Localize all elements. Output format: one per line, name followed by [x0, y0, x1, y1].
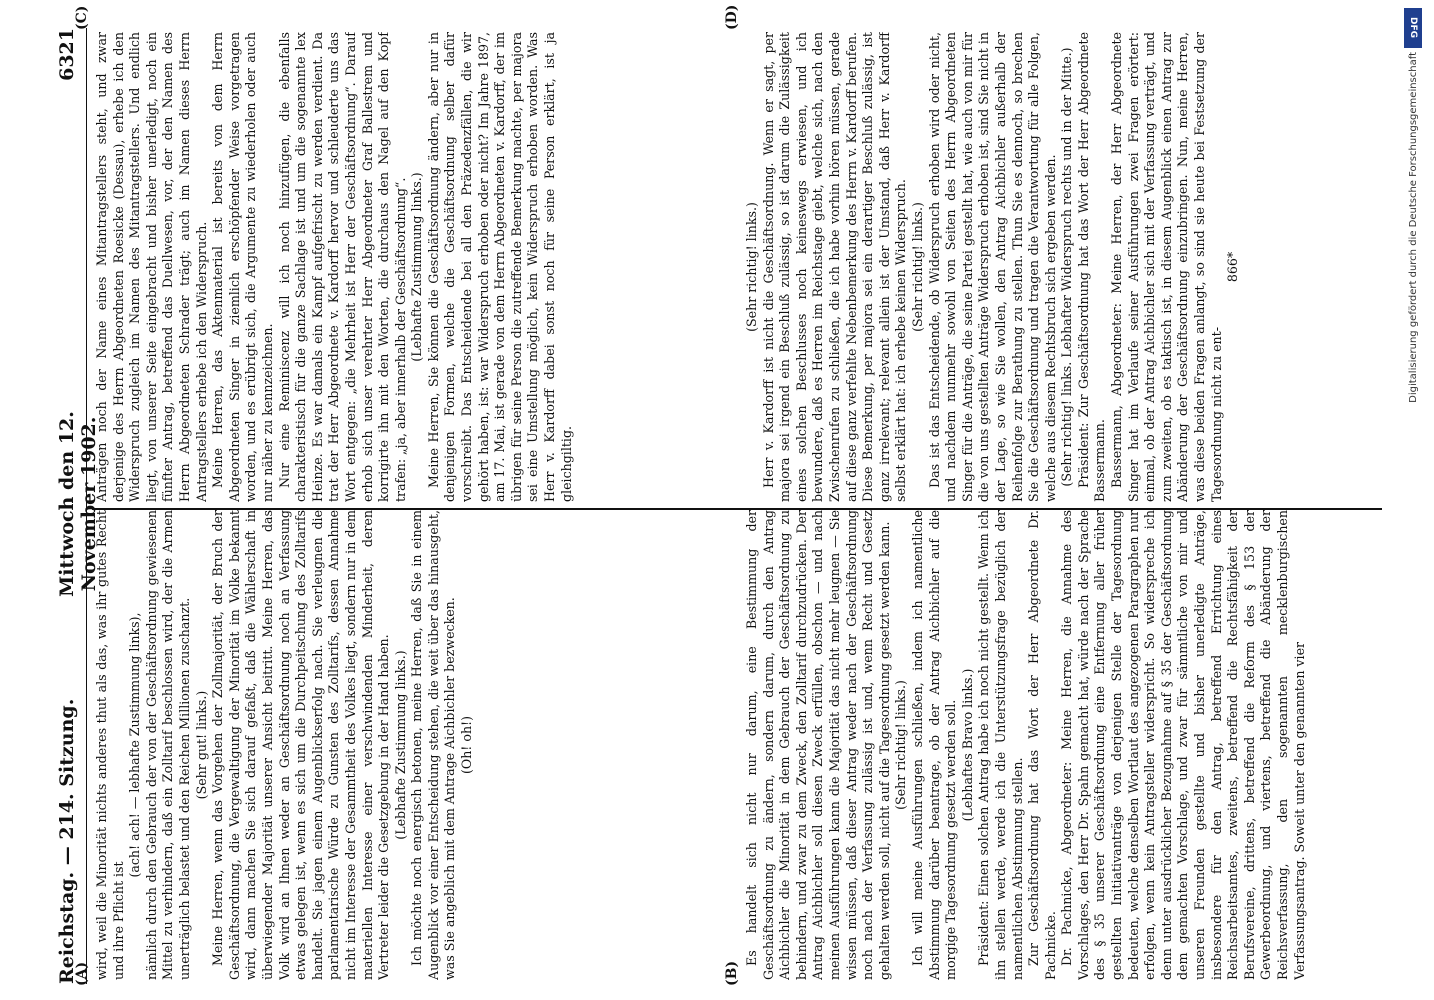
paragraph: Ich will meine Ausführungen schließen, indem ich namentliche Abstimmung darüber beantrage, ob der Antrag Aichbichler auf die morgige Tagesordnung gesetzt werden soll. — [909, 510, 959, 980]
digitization-notice: Digitalisierung gefördert durch die Deutsche Forschungsgemeinschaft — [1408, 52, 1419, 403]
interjection: (Lebhafte Zustimmung links.) — [392, 650, 408, 840]
header-left: Reichstag. — 214. Sitzung. — [56, 698, 78, 984]
rotated-page — [52, 4, 1388, 994]
interjection: (ach! ach! — lebhafte Zustimmung links), — [127, 612, 143, 878]
paragraph: Meine Herren, Sie können die Geschäftsordnung ändern, aber nur in denjenigen Formen, welche die Geschäftsordnung selber dafür vorschreibt. Das Entscheidende bei all den Präzedenzfällen, die wir gehört haben, ist: war Widerspruch erhoben oder nicht? Im Jahre 1897, am 17. Mai, ist gerade von dem Herrn Abgeordneten v. Kardorff, der im übrigen für seine Person die zutreffende Bemerkung machte, per majora sei eine Umstellung möglich, kein Widerspruch erhoben worden. Was Herr v. Kardorff dabei sonst noch für seine Person erklärt, ist ja gleichgiltig. — [425, 32, 574, 502]
paragraph: Es handelt sich nicht nur darum, eine Bestimmung der Geschäftsordnung zu ändern, sondern darum, durch den Antrag Aichbichler die Minorität in dem Gebrauch der Geschäftsordnung zu behindern, und zwar zu dem Zweck, den Zolltarif durchzudrücken. Der Antrag Aichbichler soll diesen Zweck erfüllen, obschon — und nach meinen Ausführungen kann die Majorität das nicht mehr leugnen — Sie wissen müssen, daß dieser Antrag weder nach der Geschäftsordnung noch nach der Verfassung zulässig ist und, wenn Recht und Gesetz gehalten werden soll, nicht auf die Tagesordnung gesetzt werden kann. — [744, 510, 892, 980]
interjection: (Sehr richtig! links.) — [744, 202, 759, 332]
sheet-mark: 866* — [1225, 251, 1241, 283]
paragraph: Ich möchte noch energisch betonen, meine Herren, daß Sie in einem Augenblick vor einer Entscheidung stehen, die weit über das hinausgeht, was Sie angeblich mit dem Antrage Aichbichler bezwecken. — [409, 510, 458, 980]
left-half — [74, 506, 1384, 986]
interjection: (Sehr richtig! links.) — [893, 680, 909, 810]
president-statement: Präsident: Zur Geschäftsordnung hat das Wort der Herr Abgeordnete Bassermann. — [1075, 32, 1108, 502]
interjection: (Sehr richtig! links. Lebhafter Widerspruch rechts und in der Mitte.) — [1059, 47, 1075, 487]
page-number: 6321 — [56, 28, 78, 81]
paragraph: Meine Herren, wenn das Vorgehen der Zollmajorität, der Bruch der Geschäftsordnung, die Vergewaltigung der Minorität im Volke bekannt wird, dann machen Sie sich darauf gefaßt, daß die Wählerschaft in überwiegender Majorität unserer Ansicht beitritt. Meine Herren, das Volk wird an Ihnen weder an Geschäftsordnung noch an Verfassung etwas gelegen ist, wenn es sich um die Durchpeitschung des Zolltarifs handelt. Sie jagen einem Augenblickserfolg nach. Sie verleugnen die parlamentarische Würde zu Gunsten des Zolltarifs, dessen Annahme nicht im Interesse der Gesammtheit des Volkes liegt, sondern nur in dem materiellen Interesse einer verschwindenden Minderheit, deren Vertreter leider die Gesetzgebung in der Hand haben. — [210, 510, 392, 980]
interjection: (Oh! oh!) — [459, 715, 475, 775]
paragraph: Anträgen noch der Name eines Mitantragstellers steht, und zwar derjenige des Herrn Abgeordneten Roesicke (Dessau), erhebe ich den Widerspruch zugleich im Namen des Mitantragstellers. Und endlich liegt, von unserer Seite eingebracht und bisher unerledigt, noch ein fünfter Antrag, betreffend das Duellwesen, vor, der den Namen des Herrn Abgeordneten Schrader trägt; auch im Namen dieses Herrn Antragstellers erhebe ich den Widerspruch. — [94, 32, 209, 502]
interjection: (Lebhafte Zustimmung links.) — [409, 172, 425, 362]
paragraph: Herr v. Kardorff ist nicht die Geschäftsordnung. Wenn er sagt, per majora sei irgend ein Beschluß zulässig, so ist darum die Zulässigkeit eines solchen Beschlusses noch keineswegs erwiesen, und ich bewundere, daß es Herren im Reichstage giebt, welche sich, nach den Zwischenrufen zu schließen, die ich habe vorhin hören müssen, gerade auf diese ganz verfehlte Nebenbemerkung des Herrn v. Kardorff berufen. Diese Bemerkung, per majora sei ein derartiger Beschluß zulässig, ist ganz irrelevant; relevant allein ist der Umstand, daß Herr v. Kardorff selbst erklärt hat: ich erhebe keinen Widerspruch. — [760, 32, 909, 502]
right-half — [74, 4, 1384, 506]
paragraph: wird, weil die Minorität nichts anderes thut als das, was ihr gutes Recht und ihre Pflicht ist — [94, 510, 126, 980]
paragraph: Zur Geschäftsordnung hat das Wort der Herr Abgeordnete Dr. Pachnicke. — [1026, 510, 1058, 980]
interjection: (Sehr richtig! links.) — [909, 202, 925, 332]
marker-d: (D) — [724, 4, 740, 30]
paragraph: Meine Herren, das Aktenmaterial ist bereits von dem Herrn Abgeordneten Singer in ziemlich erschöpfender Weise vorgetragen worden, und es erübrigt sich, die Argumente zu wiederholen oder auch nur näher zu kennzeichnen. — [210, 32, 275, 502]
marker-b: (B) — [724, 960, 740, 986]
dfg-logo: DFG — [1404, 8, 1422, 48]
header-rule — [86, 28, 87, 984]
column-4 — [744, 32, 1384, 502]
page-header — [52, 28, 100, 984]
speech-bassermann: Bassermann, Abgeordneter: Meine Herren, der Herr Abgeordnete Singer hat im Verlaufe seiner Ausführungen zwei Fragen erörtert: einmal, ob der Antrag Aichbichler sich mit der Verfassung verträgt, und zum zweiten, ob es taktisch ist, in diesem Augenblick einen Antrag zur Abänderung der Geschäftsordnung einzubringen. Nun, meine Herren, was diese beiden Fragen anlangt, so sind sie heute bei Festsetzung der Tagesordnung nicht zu ent- — [1109, 32, 1224, 502]
digitization-sidebar — [1396, 0, 1434, 1000]
president-statement: Präsident: Einen solchen Antrag habe ich noch nicht gestellt. Wenn ich ihn stellen werde, werde ich die Unterstützungsfrage bezüglich der namentlichen Abstimmung stellen. — [976, 510, 1025, 980]
paragraph: Das ist das Entscheidende, ob Widerspruch erhoben wird oder nicht, und nachdem nunmehr sowohl von Seiten des Herrn Abgeordneten Singer für die Anträge, die seine Partei gestellt hat, wie auch von mir für die von uns gestellten Anträge Widerspruch erhoben ist, sind Sie nicht in der Lage, so wie Sie wollen, den Antrag Aichbichler außerhalb der Reihenfolge zur Berathung zu stellen. Thun Sie es dennoch, so brechen Sie die Geschäftsordnung und tragen die Verantwortung für alle Folgen, welche aus diesem Rechtsbruch sich ergeben werden. — [926, 32, 1058, 502]
column-2 — [744, 510, 1384, 980]
marker-c: (C) — [74, 5, 90, 30]
marker-a: (A) — [74, 961, 90, 986]
paragraph: Nur eine Reminiscenz will ich noch hinzufügen, die ebenfalls charakteristisch für die ganze Sachlage ist und um die sogenannte lex Heinze. Es war damals ein Kampf aufgefrischt zu werden verdient. Da trat der Herr Abgeordnete v. Kardorff hervor und schleuderte uns das Wort entgegen: „die Mehrheit ist Herr der Geschäftsordnung“. Darauf erhob sich unser verehrter Herr Abgeordneter Graf Ballestrem und korrigirte ihn mit den Worten, die durchaus den Nagel auf den Kopf trafen: „ja, aber innerhalb der Geschäftsordnung“. — [276, 32, 408, 502]
column-3 — [94, 32, 734, 502]
interjection: (Lebhaftes Bravo links.) — [959, 668, 975, 822]
speech-pachnicke: Dr. Pachnicke, Abgeordneter: Meine Herren, die Annahme des Vorschlages, den Herr Dr. Spahn gemacht hat, würde nach der Sprache des § 35 unserer Geschäftsordnung eine Entfernung aller früher gestellten Initiativanträge von derjenigen Stelle der Tagesordnung bedeuten, welche denselben Wortlaut des angezogenen Paragraphen nur erfolgen, wenn kein Antragsteller widerspricht. So widerspreche ich denn unter ausdrücklicher Bezugnahme auf § 35 der Geschäftsordnung dem gemachten Vorschlage, und zwar für sämmtliche von mir und unseren Freunden gestellte und bisher unerledigte Anträge, insbesondere für den Antrag, betreffend Errichtung eines Reichsarbeitsamtes, zweitens, betreffend die Rechtsfähigkeit der Berufsvereine, drittens, betreffend die Reform des § 153 der Gewerbeordnung, und viertens, betreffend die Abänderung der Reichsverfassung, den sogenannten mecklenburgischen Verfassungsantrag. Soweit unter den genannten vier — [1059, 510, 1307, 980]
paragraph: nämlich durch den Gebrauch der von der Geschäftsordnung gewiesenen Mittel zu verhindern, daß ein Zolltarif beschlossen wird, der die Armen unerträglich belastet und den Reichen Millionen zuschanzt. — [143, 510, 192, 980]
column-1 — [94, 510, 734, 980]
header-date: Mittwoch den 12. November 1902. — [56, 411, 100, 597]
interjection: (Sehr gut! links.) — [193, 690, 209, 800]
